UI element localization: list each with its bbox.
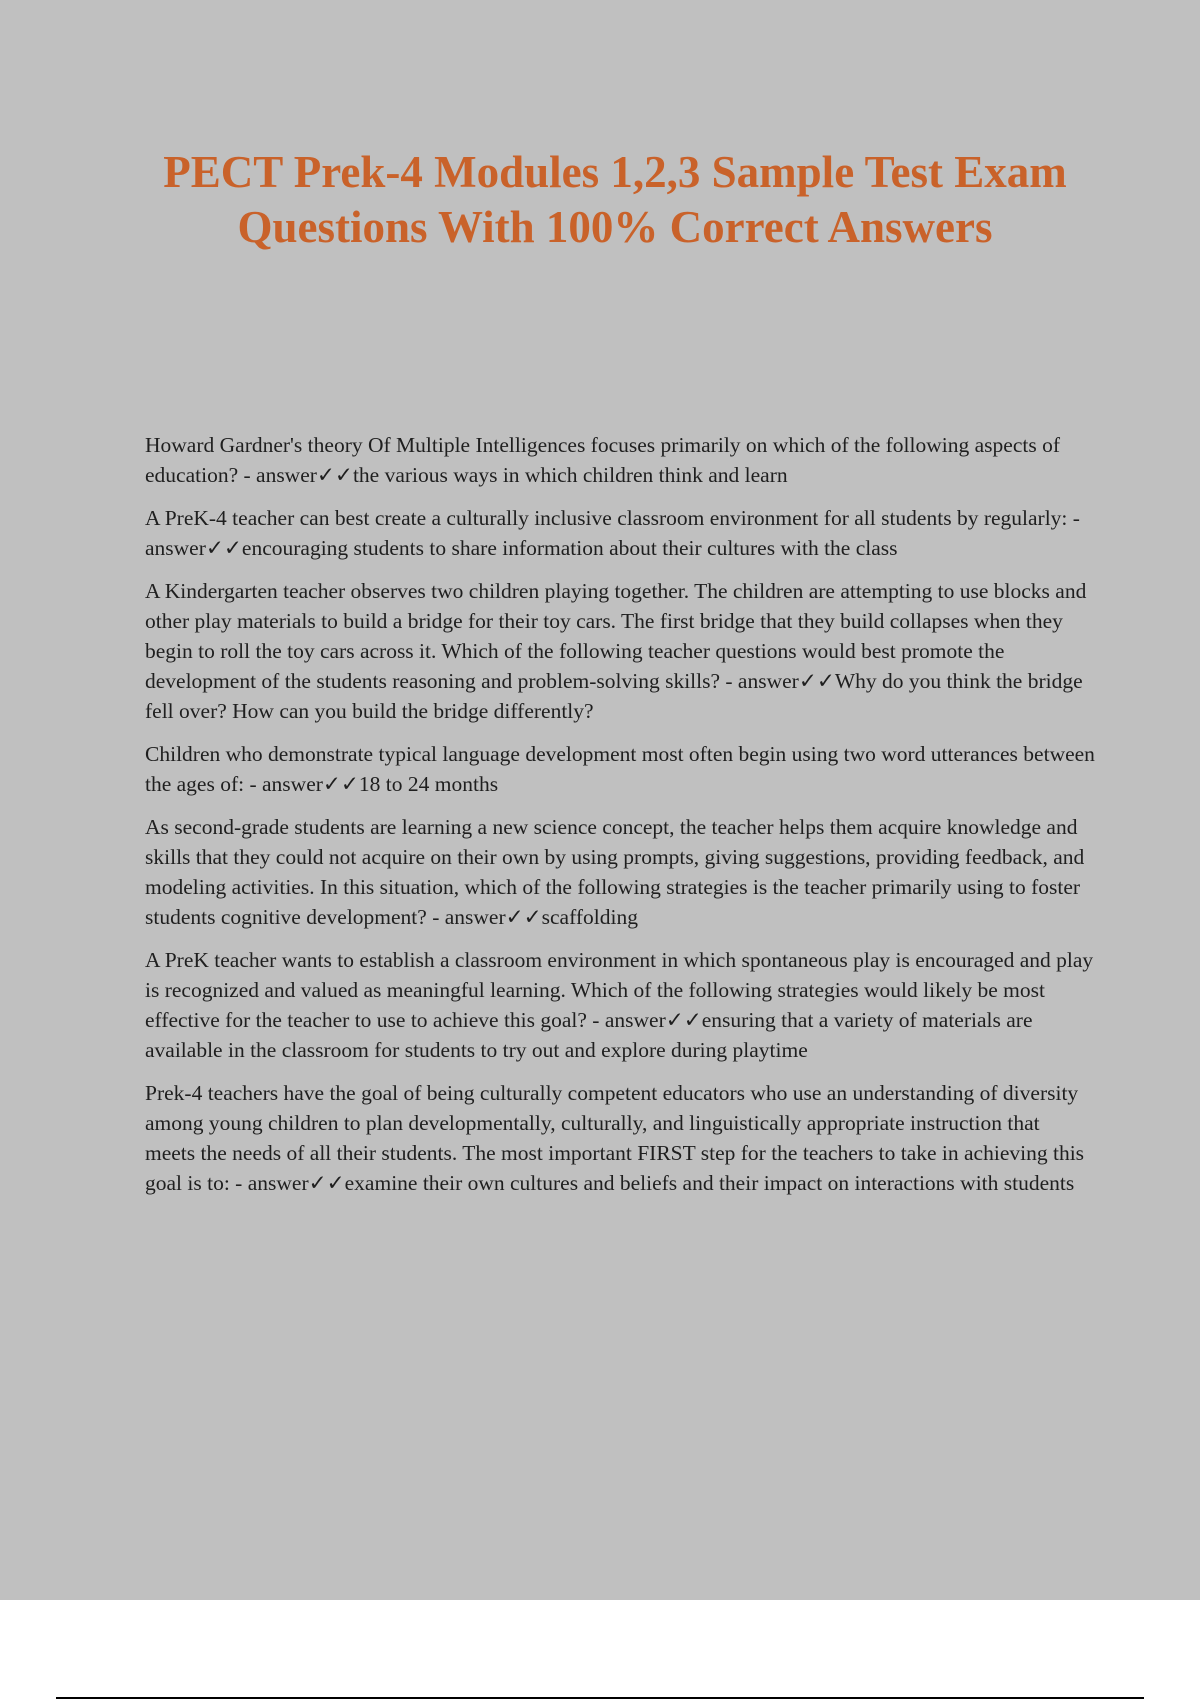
qa-item: Prek-4 teachers have the goal of being culturally competent educators who use an understanding of diversity among young children to plan developmentally, culturally, and linguistically appropriate instruction that meets the needs of all their students. The most important FIRST step for the teachers to take in achieving this goal is to: - answer✓✓examine their own cultures and beliefs and their impact on interactions with students	[145, 1081, 1085, 1195]
qa-item: A PreK-4 teacher can best create a culturally inclusive classroom environment for all students by regularly: - answer✓✓encouraging students to share information about their cultures with the class	[145, 506, 1080, 560]
qa-item: Howard Gardner's theory Of Multiple Intelligences focuses primarily on which of the following aspects of education? - answer✓✓the various ways in which children think and learn	[145, 433, 1060, 487]
qa-item: Children who demonstrate typical language development most often begin using two word utterances between the ages of: - answer✓✓18 to 24 months	[145, 742, 1095, 796]
document-title: PECT Prek-4 Modules 1,2,3 Sample Test Exam Questions With 100% Correct Answers	[163, 147, 1067, 252]
page-bottom-divider	[56, 1697, 1144, 1699]
qa-item: As second-grade students are learning a new science concept, the teacher helps them acquire knowledge and skills that they could not acquire on their own by using prompts, giving suggestions, providing feedback, and modeling activities. In this situation, which of the following strategies is the teacher primarily using to foster students cognitive development? - answer✓✓scaffolding	[145, 815, 1085, 929]
qa-item: A Kindergarten teacher observes two children playing together. The children are attempting to use blocks and other play materials to build a bridge for their toy cars. The first bridge that they build collapses when they begin to roll the toy cars across it. Which of the following teacher questions would best promote the development of the students reasoning and problem-solving skills? - answer✓✓Why do you think the bridge fell over? How can you build the bridge differently?	[145, 579, 1087, 723]
qa-item: A PreK teacher wants to establish a classroom environment in which spontaneous play is encouraged and play is recognized and valued as meaningful learning. Which of the following strategies would likely be most effective for the teacher to use to achieve this goal? - answer✓✓ensuring that a variety of materials are available in the classroom for students to try out and explore during playtime	[145, 948, 1094, 1062]
question-answer-list	[145, 430, 1095, 1211]
